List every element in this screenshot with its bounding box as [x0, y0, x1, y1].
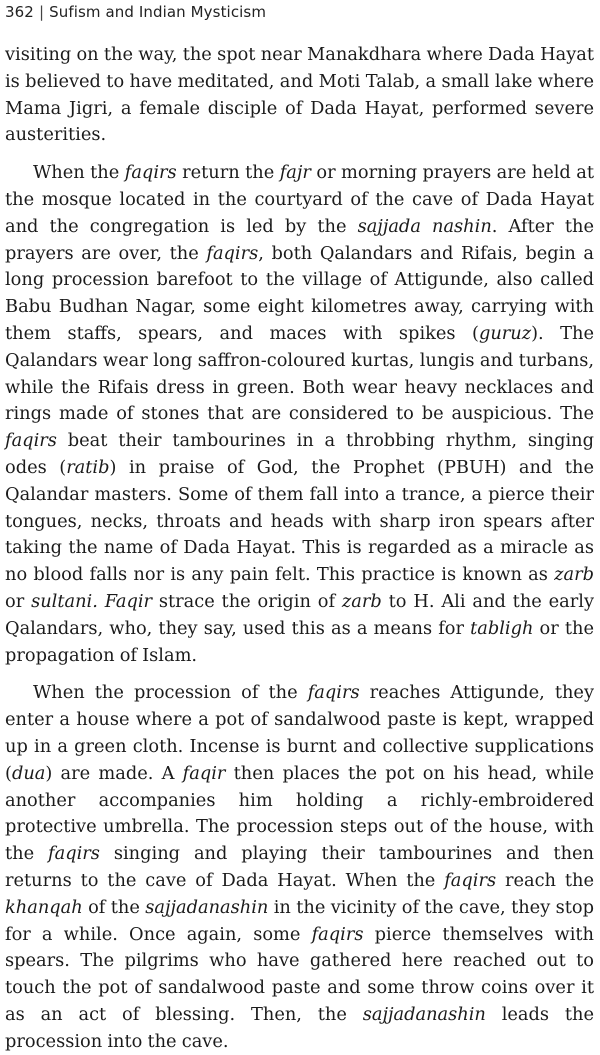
text-run: reaches Attigunde, they enter a house where a pot of sandalwood paste is kept, wrapped up in a green cloth. Incense is burnt and collective supplications ( [5, 682, 594, 784]
italic-term: faqirs [311, 923, 364, 945]
italic-term: faqirs [206, 242, 259, 264]
text-run: pierce themselves with spears. The pilgrims who have gathered here reached out to touch the pot of sandalwood paste and some throw coins over it as an act of blessing. Then, the [5, 923, 595, 1025]
text-run: strace the origin of [152, 590, 342, 612]
book-title: Sufism and Indian Mysticism [49, 3, 267, 21]
italic-term: faqir [182, 762, 226, 784]
text-run: ) are made. A [45, 762, 183, 784]
paragraph-2 [5, 160, 594, 669]
italic-term: khanqah [5, 896, 83, 918]
text-run: return the [176, 162, 280, 184]
italic-term: faqirs [48, 843, 100, 865]
text-run: in the vicinity of the cave, they stop for a while. Once again, some [5, 896, 594, 945]
text-run: or [5, 590, 32, 612]
text-run: When the [33, 162, 125, 184]
text-run: then places the pot on his head, while another accompanies him holding a richly-embroidered protective umbrella. The procession steps out of the house, with the [5, 762, 594, 865]
italic-term: fajr [279, 162, 311, 184]
italic-term: sajjadanashin [362, 1003, 486, 1025]
italic-term: tabligh [470, 617, 534, 639]
italic-term: sajjadanashin [145, 896, 269, 918]
body-text [5, 42, 594, 1055]
header-separator: | [38, 3, 45, 21]
text-run: or morning prayers are held at the mosque located in the courtyard of the cave of Dada Hayat and the congregation is led by the [5, 162, 595, 237]
text-run: When the procession of the [33, 682, 308, 704]
paragraph-3 [5, 680, 594, 1055]
text-run: or the propagation of Islam. [5, 617, 594, 666]
italic-term: dua [11, 762, 46, 784]
text-run: . After the prayers are over, the [5, 215, 594, 264]
text-run: leads the procession into the cave. [5, 1003, 594, 1052]
italic-term: zarb [554, 564, 594, 586]
text-run: , both Qalandars and Rifais, begin a long procession barefoot to the village of Attigunde, also called Babu Budhan Nagar, some eight kilometres away, carrying with them staffs, spears, and maces with spikes ( [5, 242, 594, 344]
paragraph-1 [5, 42, 594, 149]
page-number: 362 [5, 3, 34, 21]
italic-term: ratib [66, 456, 110, 478]
text-run: visiting on the way, the spot near Manakdhara where Dada Hayat is believed to have meditated, and Moti Talab, a small lake where Mama Jigri, a female disciple of Dada Hayat, performed severe austerities. [5, 44, 594, 146]
italic-term: guruz [478, 322, 532, 344]
italic-term: faqirs [124, 162, 177, 184]
italic-term: faqirs [307, 682, 360, 704]
italic-term: sajjada nashin [357, 215, 492, 237]
text-run: ). The Qalandars wear long saffron-coloured kurtas, lungis and turbans, while the Rifais dress in green. Both wear heavy necklaces and rings made of stones that are considered to be auspicious. The [5, 322, 594, 425]
text-run: ) in praise of God, the Prophet (PBUH) and the Qalandar masters. Some of them fall into a trance, a pierce their tongues, necks, throats and heads with sharp iron spears after taking the name of Dada Hayat. This is regarded as a miracle as no blood falls nor is any pain felt. This practice is known as [5, 456, 594, 586]
text-run: beat their tambourines in a throbbing rhythm, singing odes ( [5, 430, 594, 478]
italic-term: faqirs [444, 869, 497, 891]
text-run: to H. Ali and the early Qalandars, who, they say, used this as a means for [5, 590, 594, 639]
text-run: of the [82, 896, 146, 918]
italic-term: zarb [341, 590, 382, 612]
italic-term: sultani. Faqir [31, 590, 153, 612]
text-run: reach the [496, 869, 594, 891]
text-run: singing and playing their tambourines and then returns to the cave of Dada Hayat. When the [5, 843, 594, 891]
running-head [5, 0, 594, 32]
italic-term: faqirs [5, 430, 57, 452]
